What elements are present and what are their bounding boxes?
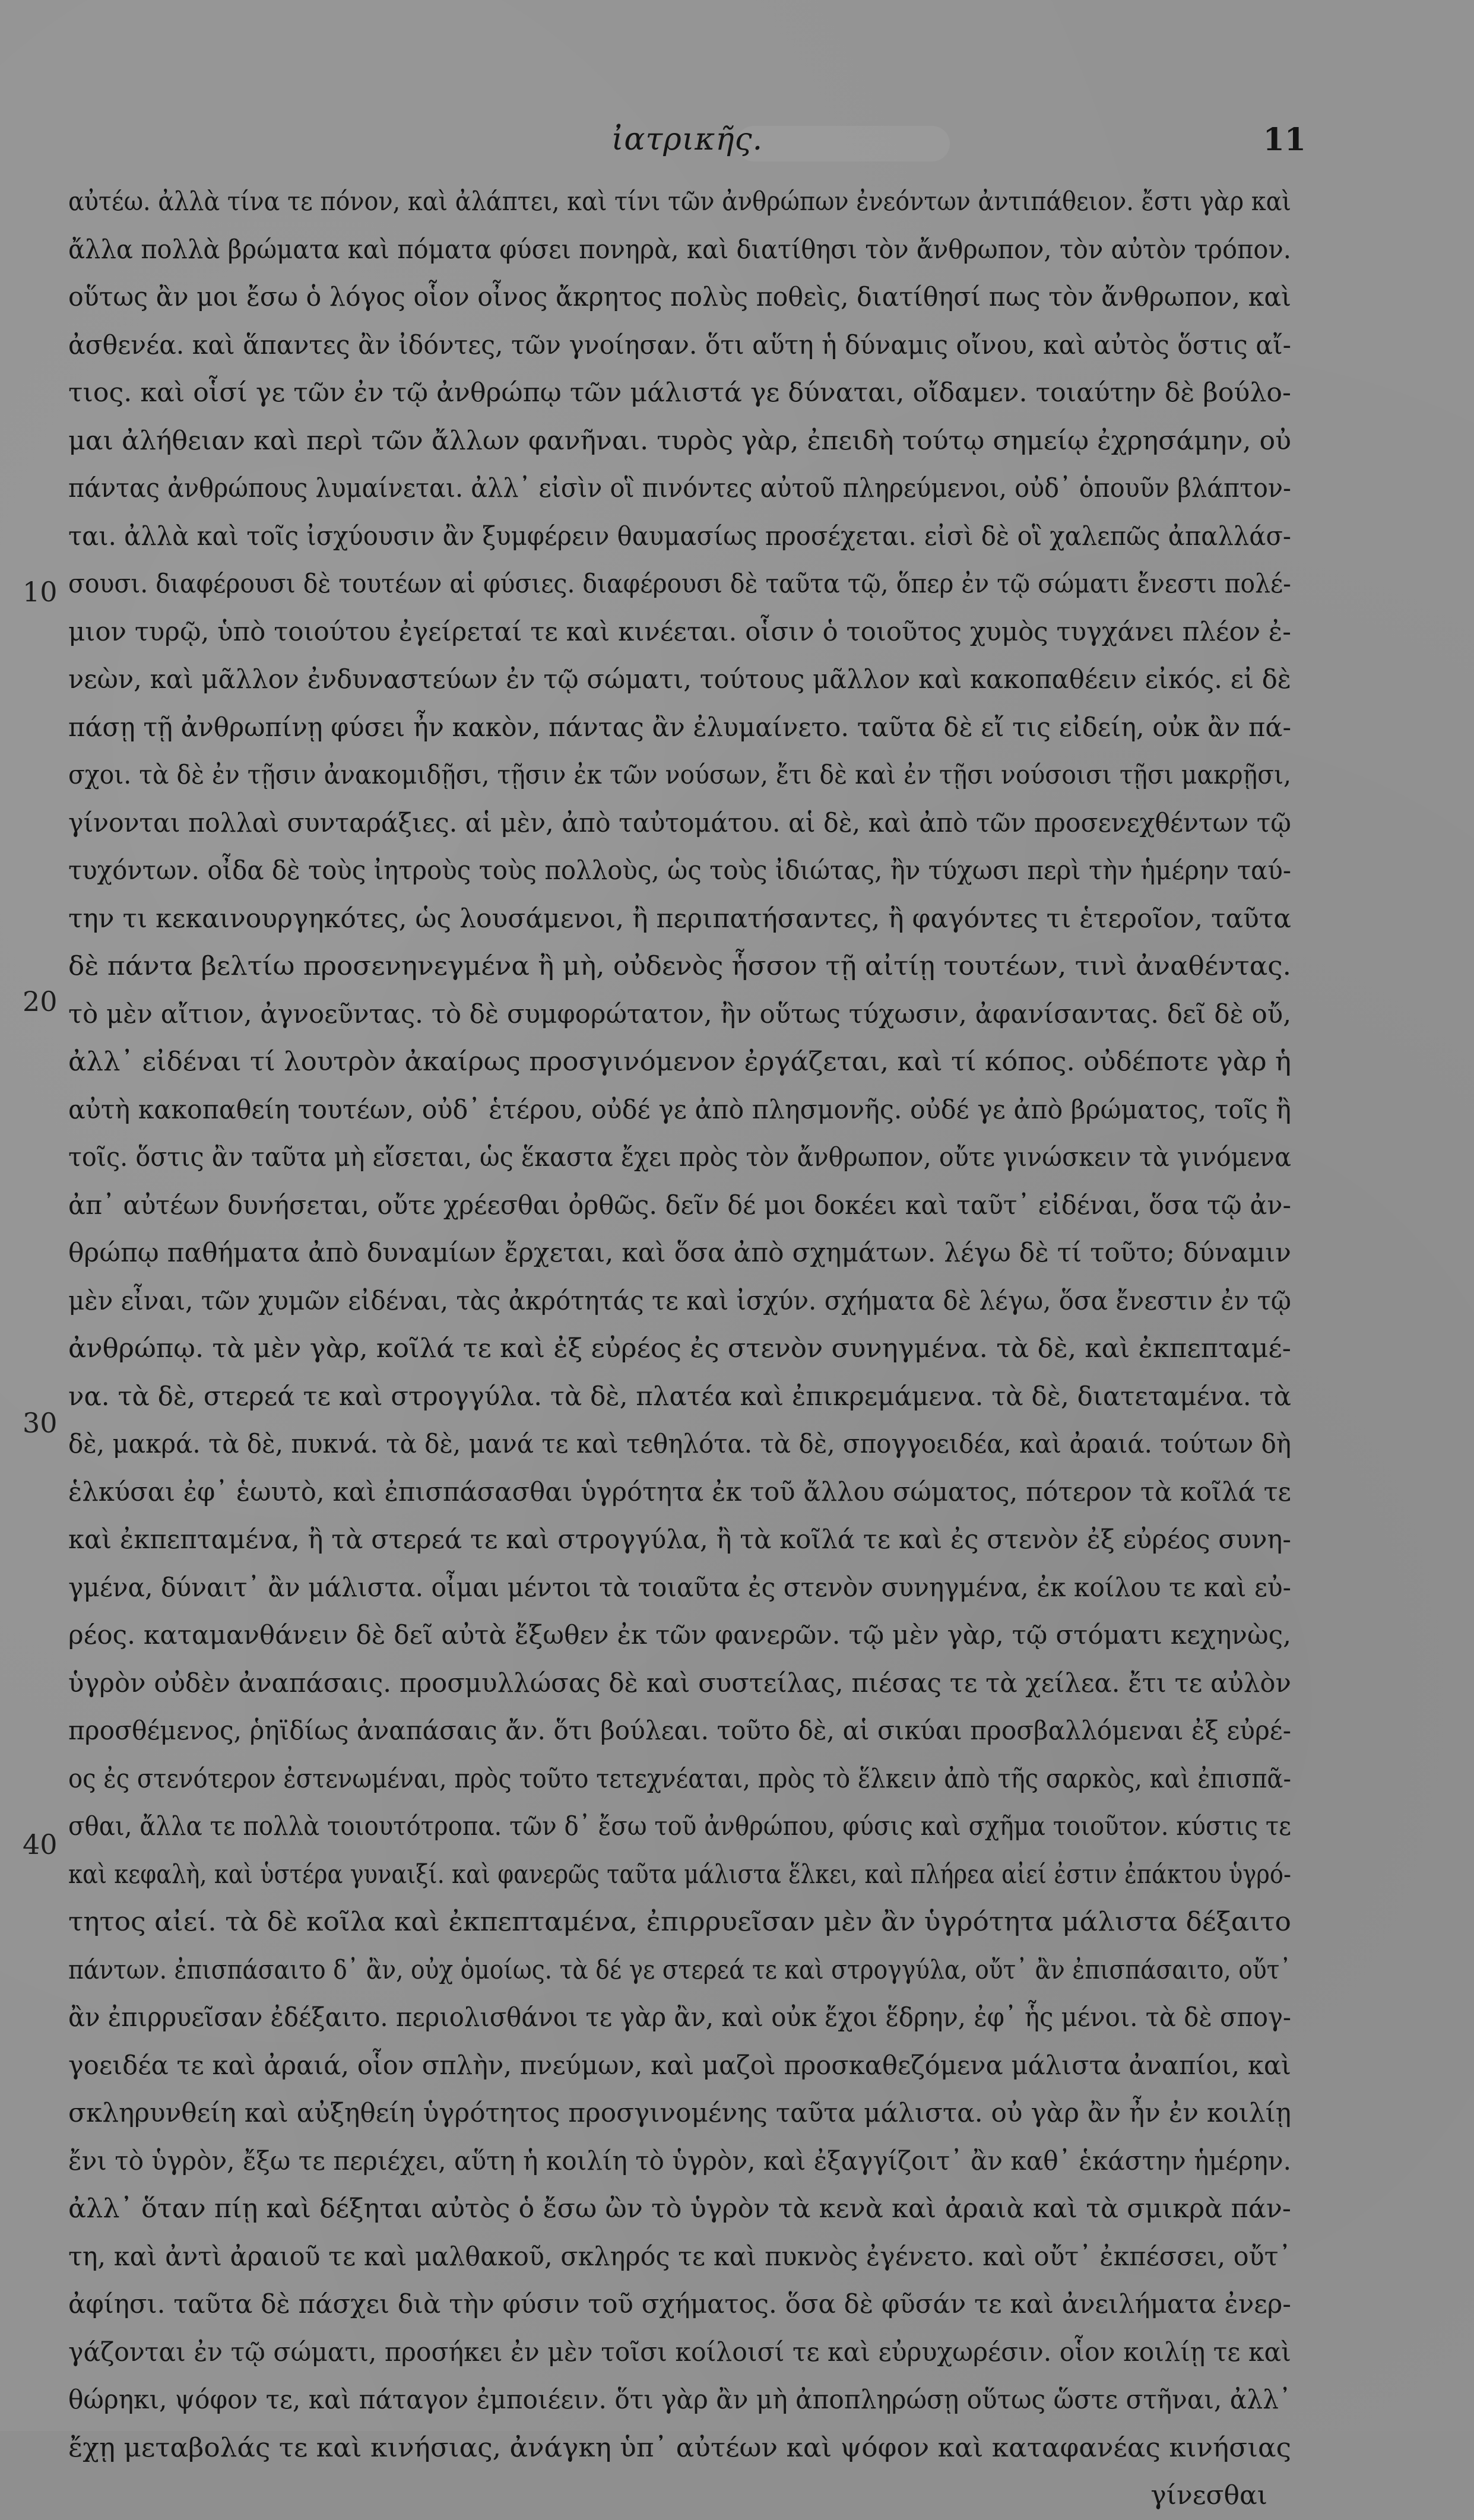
text-line: γμένα, δύναιτ᾽ ἂν μάλιστα. οἶμαι μέντοι τὰ τοιαῦτα ἐς στενὸν συνηγμένα, ἐκ κοίλου τε καὶ εὐ- bbox=[68, 1572, 1291, 1603]
text-line: ἀνθρώπῳ. τὰ μὲν γὰρ, κοῖλά τε καὶ ἐξ εὐρέος ἐς στενὸν συνηγμένα. τὰ δὲ, καὶ ἐκπεπταμέ- bbox=[68, 1333, 1291, 1364]
text-line: δὲ πάντα βελτίω προσενηνεγμένα ἢ μὴ, οὐδενὸς ἧσσον τῇ αἰτίῃ τουτέων, τινὶ ἀναθέντας. bbox=[68, 951, 1291, 981]
text-line: ἀσθενέα. καὶ ἅπαντες ἂν ἰδόντες, τῶν γνοίησαν. ὅτι αὕτη ἡ δύναμις οἴνου, καὶ αὐτὸς ὅστις αἴ- bbox=[68, 329, 1291, 360]
text-line: καὶ ἐκπεπταμένα, ἢ τὰ στερεά τε καὶ στρογγύλα, ἢ τὰ κοῖλά τε καὶ ἐς στενὸν ἐξ εὐρέος συνη- bbox=[68, 1524, 1291, 1555]
body-text bbox=[68, 178, 1291, 2520]
text-line: ἀλλ᾽ ὅταν πίῃ καὶ δέξηται αὐτὸς ὁ ἔσω ὢν τὸ ὑγρὸν τὰ κενὰ καὶ ἀραιὰ καὶ τὰ σμικρὰ πάν- bbox=[68, 2193, 1291, 2224]
text-line: νεὼν, καὶ μᾶλλον ἐνδυναστεύων ἐν τῷ σώματι, τούτους μᾶλλον καὶ κακοπαθέειν εἰκός. εἰ δὲ bbox=[68, 664, 1291, 695]
text-line: προσθέμενος, ῥηϊδίως ἀναπάσαις ἄν. ὅτι βούλεαι. τοῦτο δὲ, αἱ σικύαι προσβαλλόμεναι ἐξ εὐρέ- bbox=[68, 1716, 1291, 1746]
text-line: τυχόντων. οἶδα δὲ τοὺς ἰητροὺς τοὺς πολλοὺς, ὡς τοὺς ἰδιώτας, ἢν τύχωσι περὶ τὴν ἡμέρην ταύ- bbox=[68, 855, 1291, 886]
text-line: μὲν εἶναι, τῶν χυμῶν εἰδέναι, τὰς ἀκρότητάς τε καὶ ἰσχύν. σχήματα δὲ λέγω, ὅσα ἔνεστιν ἐν τῷ bbox=[68, 1285, 1291, 1316]
page-header bbox=[65, 122, 1306, 169]
text-line: ἔνι τὸ ὑγρὸν, ἔξω τε περιέχει, αὕτη ἡ κοιλίη τὸ ὑγρὸν, καὶ ἐξαγγίζοιτ᾽ ἂν καθ᾽ ἑκάστην ἡμέρην. bbox=[68, 2145, 1291, 2176]
text-line: θώρηκι, ψόφον τε, καὶ πάταγον ἐμποιέειν. ὅτι γὰρ ἂν μὴ ἀποπληρώσῃ οὕτως ὥστε στῆναι, ἀλλ᾽ bbox=[68, 2385, 1291, 2415]
text-line: τοῖς. ὅστις ἂν ταῦτα μὴ εἴσεται, ὡς ἕκαστα ἔχει πρὸς τὸν ἄνθρωπον, οὔτε γινώσκειν τὰ γινόμενα bbox=[68, 1142, 1291, 1172]
text-line: οὕτως ἂν μοι ἔσω ὁ λόγος οἷον οἶνος ἄκρητος πολὺς ποθεὶς, διατίθησί πως τὸν ἄνθρωπον, καὶ bbox=[68, 282, 1291, 312]
text-line: ἀλλ᾽ εἰδέναι τί λουτρὸν ἀκαίρως προσγινόμενον ἐργάζεται, καὶ τί κόπος. οὐδέποτε γὰρ ἡ bbox=[68, 1047, 1291, 1077]
text-line: καὶ κεφαλὴ, καὶ ὑστέρα γυναιξί. καὶ φανερῶς ταῦτα μάλιστα ἕλκει, καὶ πλήρεα αἰεί ἐστιν ἐπάκτου ὑγρό- bbox=[68, 1859, 1291, 1890]
text-line: σχοι. τὰ δὲ ἐν τῇσιν ἀνακομιδῇσι, τῇσιν ἐκ τῶν νούσων, ἔτι δὲ καὶ ἐν τῇσι νούσοισι τῇσι μακρῇσι, bbox=[68, 760, 1291, 790]
text-line: θρώπῳ παθήματα ἀπὸ δυναμίων ἔρχεται, καὶ ὅσα ἀπὸ σχημάτων. λέγω δὲ τί τοῦτο; δύναμιν bbox=[68, 1238, 1291, 1268]
text-line: πάσῃ τῇ ἀνθρωπίνῃ φύσει ἦν κακὸν, πάντας ἂν ἐλυμαίνετο. ταῦτα δὲ εἴ τις εἰδείη, οὐκ ἂν πά- bbox=[68, 712, 1291, 743]
text-line: γίνονται πολλαὶ συνταράξιες. αἱ μὲν, ἀπὸ ταὐτομάτου. αἱ δὲ, καὶ ἀπὸ τῶν προσενεχθέντων τῷ bbox=[68, 807, 1291, 838]
page-number: 11 bbox=[1263, 122, 1306, 158]
text-line: ἀφίησι. ταῦτα δὲ πάσχει διὰ τὴν φύσιν τοῦ σχήματος. ὅσα δὲ φῦσάν τε καὶ ἀνειλήματα ἐνερ- bbox=[68, 2289, 1291, 2319]
text-line: μιον τυρῷ, ὑπὸ τοιούτου ἐγείρεταί τε καὶ κινέεται. οἷσιν ὁ τοιοῦτος χυμὸς τυγχάνει πλέον ἐ- bbox=[68, 616, 1291, 647]
text-line: αὐτέω. ἀλλὰ τίνα τε πόνον, καὶ ἀλάπτει, καὶ τίνι τῶν ἀνθρώπων ἐνεόντων ἀντιπάθειον. ἔστι γὰρ καὶ bbox=[68, 186, 1291, 217]
text-line: ος ἐς στενότερον ἐστενωμέναι, πρὸς τοῦτο τετεχνέαται, πρὸς τὸ ἕλκειν ἀπὸ τῆς σαρκὸς, καὶ ἐπισπᾶ- bbox=[68, 1763, 1291, 1794]
text-line: ρέος. καταμανθάνειν δὲ δεῖ αὐτὰ ἔξωθεν ἐκ τῶν φανερῶν. τῷ μὲν γὰρ, τῷ στόματι κεχηνὼς, bbox=[68, 1620, 1291, 1650]
text-line: την τι κεκαινουργηκότες, ὡς λουσάμενοι, ἢ περιπατήσαντες, ἢ φαγόντες τι ἑτεροῖον, ταῦτα bbox=[68, 903, 1291, 934]
text-line: σουσι. διαφέρουσι δὲ τουτέων αἱ φύσιες. διαφέρουσι δὲ ταῦτα τῷ, ὅπερ ἐν τῷ σώματι ἔνεστι πολέ- bbox=[68, 569, 1291, 599]
running-head: ἰατρικῆς. bbox=[611, 122, 763, 157]
text-line: ἔχῃ μεταβολάς τε καὶ κινήσιας, ἀνάγκη ὑπ᾽ αὐτέων καὶ ψόφον καὶ καταφανέας κινήσιας bbox=[68, 2432, 1291, 2463]
text-line: μαι ἀλήθειαν καὶ περὶ τῶν ἄλλων φανῆναι. τυρὸς γὰρ, ἐπειδὴ τούτῳ σημείῳ ἐχρησάμην, οὐ bbox=[68, 425, 1291, 456]
text-line: σθαι, ἄλλα τε πολλὰ τοιουτότροπα. τῶν δ᾽ ἔσω τοῦ ἀνθρώπου, φύσις καὶ σχῆμα τοιοῦτον. κύστις τε bbox=[68, 1811, 1291, 1841]
text-line: σκληρυνθείη καὶ αὐξηθείη ὑγρότητος προσγινομένης ταῦτα μάλιστα. οὐ γὰρ ἂν ἦν ἐν κοιλίῃ bbox=[68, 2098, 1291, 2128]
text-line: ἄλλα πολλὰ βρώματα καὶ πόματα φύσει πονηρὰ, καὶ διατίθησι τὸν ἄνθρωπον, τὸν αὐτὸν τρόπον. bbox=[68, 234, 1291, 265]
text-line: ἑλκύσαι ἐφ᾽ ἑωυτὸ, καὶ ἐπισπάσασθαι ὑγρότητα ἐκ τοῦ ἄλλου σώματος, πότερον τὰ κοῖλά τε bbox=[68, 1476, 1291, 1507]
text-line: ὑγρὸν οὐδὲν ἀναπάσαις. προσμυλλώσας δὲ καὶ συστείλας, πιέσας τε τὰ χείλεα. ἔτι τε αὐλὸν bbox=[68, 1668, 1291, 1698]
text-line: γοειδέα τε καὶ ἀραιά, οἷον σπλὴν, πνεύμων, καὶ μαζοὶ προσκαθεζόμενα μάλιστα ἀναπίοι, καὶ bbox=[68, 2050, 1291, 2081]
text-line: ται. ἀλλὰ καὶ τοῖς ἰσχύουσιν ἂν ξυμφέρειν θαυμασίως προσέχεται. εἰσὶ δὲ οἳ χαλεπῶς ἀπαλλάσ- bbox=[68, 521, 1291, 551]
text-line: τὸ μὲν αἴτιον, ἀγνοεῦντας. τὸ δὲ συμφορώτατον, ἢν οὕτως τύχωσιν, ἀφανίσαντας. δεῖ δὲ οὔ, bbox=[68, 999, 1291, 1029]
text-line: να. τὰ δὲ, στερεά τε καὶ στρογγύλα. τὰ δὲ, πλατέα καὶ ἐπικρεμάμενα. τὰ δὲ, διατεταμένα. τὰ bbox=[68, 1381, 1291, 1412]
text-line: τιος. καὶ οἷσί γε τῶν ἐν τῷ ἀνθρώπῳ τῶν μάλιστά γε δύναται, οἴδαμεν. τοιαύτην δὲ βούλο- bbox=[68, 378, 1291, 408]
text-line: πάντων. ἐπισπάσαιτο δ᾽ ἂν, οὐχ ὁμοίως. τὰ δέ γε στερεά τε καὶ στρογγύλα, οὔτ᾽ ἂν ἐπισπάσαιτο, οὔτ᾽ bbox=[68, 1954, 1291, 1985]
text-line: γάζονται ἐν τῷ σώματι, προσήκει ἐν μὲν τοῖσι κοίλοισί τε καὶ εὐρυχωρέσιν. οἷον κοιλίῃ τε καὶ bbox=[68, 2337, 1291, 2367]
text-line: ἀπ᾽ αὐτέων δυνήσεται, οὔτε χρέεσθαι ὀρθῶς. δεῖν δέ μοι δοκέει καὶ ταῦτ᾽ εἰδέναι, ὅσα τῷ ἀν- bbox=[68, 1190, 1291, 1221]
margin-line-number: 20 bbox=[23, 985, 58, 1017]
text-line: δὲ, μακρά. τὰ δὲ, πυκνά. τὰ δὲ, μανά τε καὶ τεθηλότα. τὰ δὲ, σπογγοειδέα, καὶ ἀραιά. τούτων δὴ bbox=[68, 1429, 1291, 1459]
margin-line-number: 30 bbox=[23, 1407, 58, 1439]
text-line: ἂν ἐπιρρυεῖσαν ἐδέξαιτο. περιολισθάνοι τε γὰρ ἂν, καὶ οὐκ ἔχοι ἕδρην, ἐφ᾽ ἧς μένοι. τὰ δὲ σπογ- bbox=[68, 2002, 1291, 2033]
text-line: γίνεσθαι bbox=[1150, 2480, 1267, 2511]
text-line: τη, καὶ ἀντὶ ἀραιοῦ τε καὶ μαλθακοῦ, σκληρός τε καὶ πυκνὸς ἐγένετο. καὶ οὔτ᾽ ἐκπέσσει, οὔτ᾽ bbox=[68, 2241, 1291, 2272]
text-line: πάντας ἀνθρώπους λυμαίνεται. ἀλλ᾽ εἰσὶν οἳ πινόντες αὐτοῦ πληρεύμενοι, οὐδ᾽ ὁπουῦν βλάπτον- bbox=[68, 473, 1291, 503]
text-line: τητος αἰεί. τὰ δὲ κοῖλα καὶ ἐκπεπταμένα, ἐπιρρυεῖσαν μὲν ἂν ὑγρότητα μάλιστα δέξαιτο bbox=[68, 1907, 1291, 1937]
text-line: αὐτὴ κακοπαθείη τουτέων, οὐδ᾽ ἑτέρου, οὐδέ γε ἀπὸ πλησμονῆς. οὐδέ γε ἀπὸ βρώματος, τοῖς ἢ bbox=[68, 1094, 1291, 1125]
margin-line-number: 10 bbox=[23, 576, 58, 608]
margin-line-number: 40 bbox=[23, 1828, 58, 1860]
